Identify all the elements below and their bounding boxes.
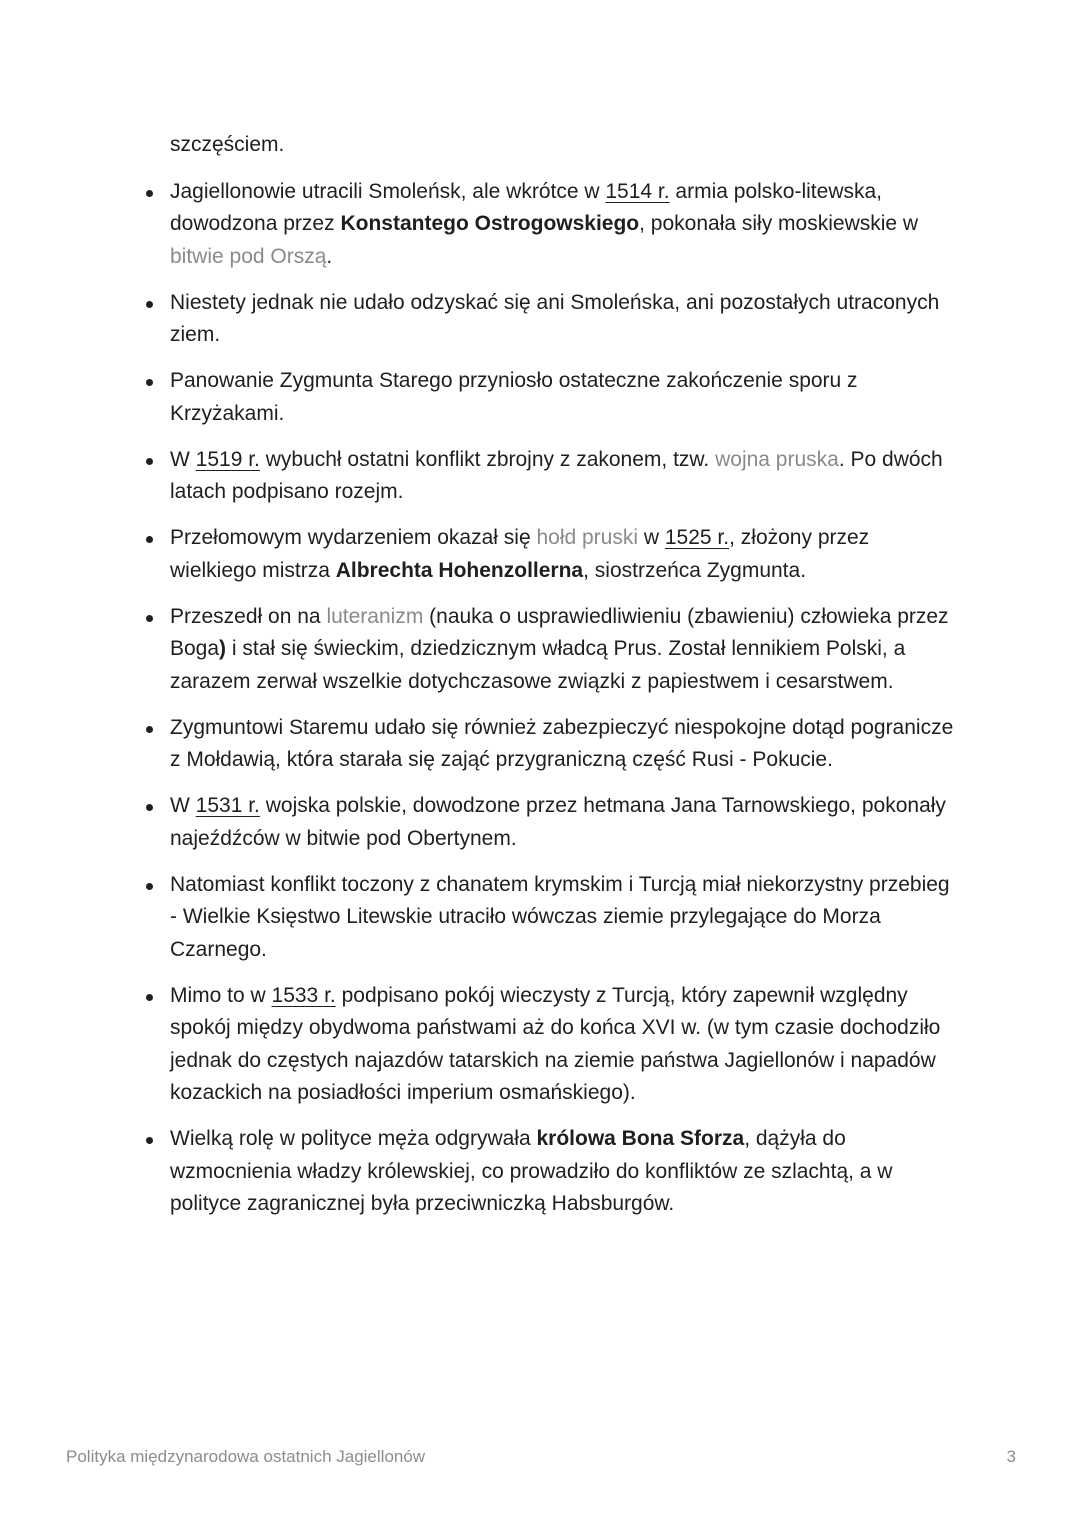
body-text: W: [170, 794, 196, 817]
highlighted-term: wojna pruska: [715, 447, 839, 471]
body-text: Przełomowym wydarzeniem okazał się: [170, 526, 537, 549]
list-item: [170, 287, 960, 352]
body-text: . Po dwóch latach podpisano rozejm.: [170, 447, 943, 503]
list-item: [170, 444, 960, 509]
bold-term: Konstantego Ostrogowskiego: [340, 212, 640, 235]
bold-term: Albrechta Hohenzollerna: [335, 558, 584, 582]
bullet-dot-icon: [146, 804, 153, 811]
list-item: [170, 980, 960, 1110]
list-item: [170, 1123, 960, 1221]
highlighted-term: hołd pruski: [536, 526, 639, 549]
body-text: , dążyła do wzmocnienia władzy królewskiej, co prowadziło do konfliktów ze szlachtą, a w polityce zagranicznej była przeciwniczką Habsburgów.: [170, 1127, 893, 1215]
body-text: wojska polskie, dowodzone przez hetmana Jana Tarnowskiego, pokonały najeźdźców w bitwie pod Obertynem.: [170, 794, 946, 850]
body-text: Przeszedł on na: [170, 604, 327, 628]
bullet-dot-icon: [146, 190, 153, 197]
page-number: 3: [1006, 1447, 1016, 1466]
body-text: Natomiast konflikt toczony z chanatem krymskim i Turcją miał niekorzystny przebieg - Wielkie Księstwo Litewskie utraciło wówczas ziemie przylegające do Morza Czarnego.: [170, 872, 950, 961]
highlighted-term: bitwie pod Orszą: [170, 244, 327, 268]
body-text: Jagiellonowie utracili Smoleńsk, ale wkrótce w: [170, 179, 606, 203]
body-text: Zygmuntowi Staremu udało się również zabezpieczyć niespokojne dotąd pogranicze z Mołdawią, która starała się zająć przygraniczną część Rusi - Pokucie.: [170, 715, 954, 771]
body-text: , złożony przez wielkiego mistrza: [170, 526, 870, 582]
bullet-dot-icon: [146, 726, 153, 733]
list-item: [170, 176, 960, 274]
date-text: 1525 r.: [664, 526, 730, 549]
body-text: Wielką rolę w polityce męża odgrywała: [170, 1127, 537, 1150]
bullet-dot-icon: [146, 536, 153, 543]
body-text: i stał się świeckim, dziedzicznym władcą Prus. Został lennikiem Polski, a zarazem zerwał wszelkie dotychczasowe związki z papiestwem i cesarstwem.: [170, 637, 906, 693]
list-item: [170, 601, 960, 699]
bullet-dot-icon: [146, 883, 153, 890]
footer-title: Polityka międzynarodowa ostatnich Jagiellonów: [66, 1447, 426, 1466]
body-text: armia polsko-litewska, dowodzona przez: [170, 179, 882, 235]
bullet-dot-icon: [146, 1137, 153, 1144]
list-item: [170, 522, 960, 587]
list-item: [170, 365, 960, 430]
bullet-dot-icon: [146, 301, 153, 308]
body-text: , pokonała siły moskiewskie w: [639, 212, 919, 235]
date-text: 1533 r.: [271, 983, 336, 1007]
date-text: 1519 r.: [195, 447, 260, 471]
bold-term: ): [219, 637, 227, 660]
body-text: (nauka o usprawiedliwieniu (zbawieniu) człowieka przez Boga: [170, 604, 949, 660]
list-item: [170, 712, 960, 777]
bullet-dot-icon: [146, 379, 153, 386]
page-content: [170, 129, 960, 1234]
body-text: W: [170, 447, 196, 471]
body-text: .: [326, 244, 333, 268]
highlighted-term: luteranizm: [326, 604, 424, 628]
bold-term: królowa Bona Sforza: [536, 1127, 745, 1150]
bullet-list: [170, 176, 960, 1221]
body-text: podpisano pokój wieczysty z Turcją, który zapewnił względny spokój między obydwoma państwami aż do końca XVI w. (w tym czasie dochodziło jednak do częstych najazdów tatarskich na ziemie państwa Jagiellonów i napadów kozackich na posiadłości imperium osmańskiego).: [170, 983, 941, 1104]
page-footer: [66, 1447, 1016, 1467]
list-item: [170, 869, 960, 967]
body-text: w: [638, 526, 665, 549]
body-text: Panowanie Zygmunta Starego przyniosło ostateczne zakończenie sporu z Krzyżakami.: [170, 369, 858, 425]
date-text: 1514 r.: [605, 179, 670, 203]
list-item: [170, 790, 960, 855]
bullet-dot-icon: [146, 458, 153, 465]
body-text: , siostrzeńca Zygmunta.: [583, 558, 807, 582]
body-text: wybuchł ostatni konflikt zbrojny z zakonem, tzw.: [259, 447, 716, 471]
bullet-dot-icon: [146, 615, 153, 622]
body-text: Mimo to w: [170, 983, 272, 1007]
body-text: Niestety jednak nie udało odzyskać się ani Smoleńska, ani pozostałych utraconych ziem.: [170, 290, 940, 346]
bullet-dot-icon: [146, 994, 153, 1001]
date-text: 1531 r.: [195, 794, 260, 817]
continued-text: szczęściem.: [170, 133, 285, 156]
